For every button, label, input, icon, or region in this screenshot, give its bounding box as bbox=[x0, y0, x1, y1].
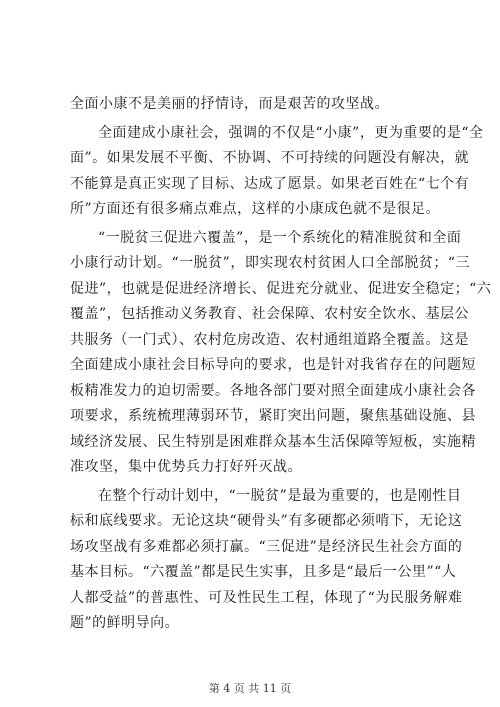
text-line: 标和底线要求。无论这块“硬骨头”有多硬都必须啃下，无论这 bbox=[70, 513, 463, 529]
paragraph bbox=[70, 484, 463, 637]
text-line: 人都受益”的普惠性、可及性民生工程，体现了“为民服务解难 bbox=[70, 589, 463, 606]
text-line: 基本目标。“六覆盖”都是民生实事，且多是“最后一公里”“人 bbox=[70, 564, 457, 580]
text-line: 促进”，也就是促进经济增长、促进充分就业、促进安全稳定；“六 bbox=[70, 280, 492, 297]
text-line: 覆盖”，包括推动义务教育、社会保障、农村安全饮水、基层公 bbox=[70, 306, 470, 322]
document-body bbox=[70, 92, 492, 640]
paragraph bbox=[70, 92, 430, 118]
text-line: 小康行动计划。“一脱贫”，即实现农村贫困人口全部脱贫；“三 bbox=[70, 255, 470, 271]
text-line: 共服务（一门式）、农村危房改造、农村通组道路全覆盖。这是 bbox=[70, 331, 469, 348]
text-line: 不能算是真正实现了目标、达成了愿景。如果老百姓在“七个有 bbox=[70, 175, 470, 192]
text-line: 全面建成小康社会，强调的不仅是“小康”，更为重要的是“全 bbox=[98, 124, 484, 141]
page-footer: 第 4 页 共 11 页 bbox=[208, 682, 292, 695]
text-line: 准攻坚，集中优势兵力打好歼灭战。 bbox=[70, 459, 302, 475]
text-line: 全面建成小康社会目标导向的要求，也是针对我省存在的问题短 bbox=[70, 357, 476, 373]
text-line: “一脱贫三促进六覆盖”，是一个系统化的精准脱贫和全面 bbox=[98, 229, 462, 246]
text-line: 全面小康不是美丽的抒情诗，而是艰苦的攻坚战。 bbox=[70, 96, 389, 112]
paragraph bbox=[70, 121, 484, 223]
text-line: 域经济发展、民生特别是困难群众基本生活保障等短板，实施精 bbox=[70, 433, 476, 450]
paragraph bbox=[70, 226, 492, 481]
text-line: 板精准发力的迫切需要。各地各部门要对照全面建成小康社会各 bbox=[70, 382, 476, 399]
text-line: 面”。如果发展不平衡、不协调、不可持续的问题没有解决，就 bbox=[70, 150, 470, 166]
text-line: 项要求，系统梳理薄弱环节，紧盯突出问题，聚焦基础设施、县 bbox=[70, 408, 476, 424]
text-line: 在整个行动计划中，“一脱贫”是最为重要的，也是刚性目 bbox=[98, 487, 462, 504]
text-line: 题”的鲜明导向。 bbox=[70, 615, 180, 631]
text-line: 场攻坚战有多难都必须打赢。“三促进”是经济民生社会方面的 bbox=[70, 538, 463, 555]
text-line: 所”方面还有很多痛点难点，这样的小康成色就不是很足。 bbox=[70, 201, 441, 217]
